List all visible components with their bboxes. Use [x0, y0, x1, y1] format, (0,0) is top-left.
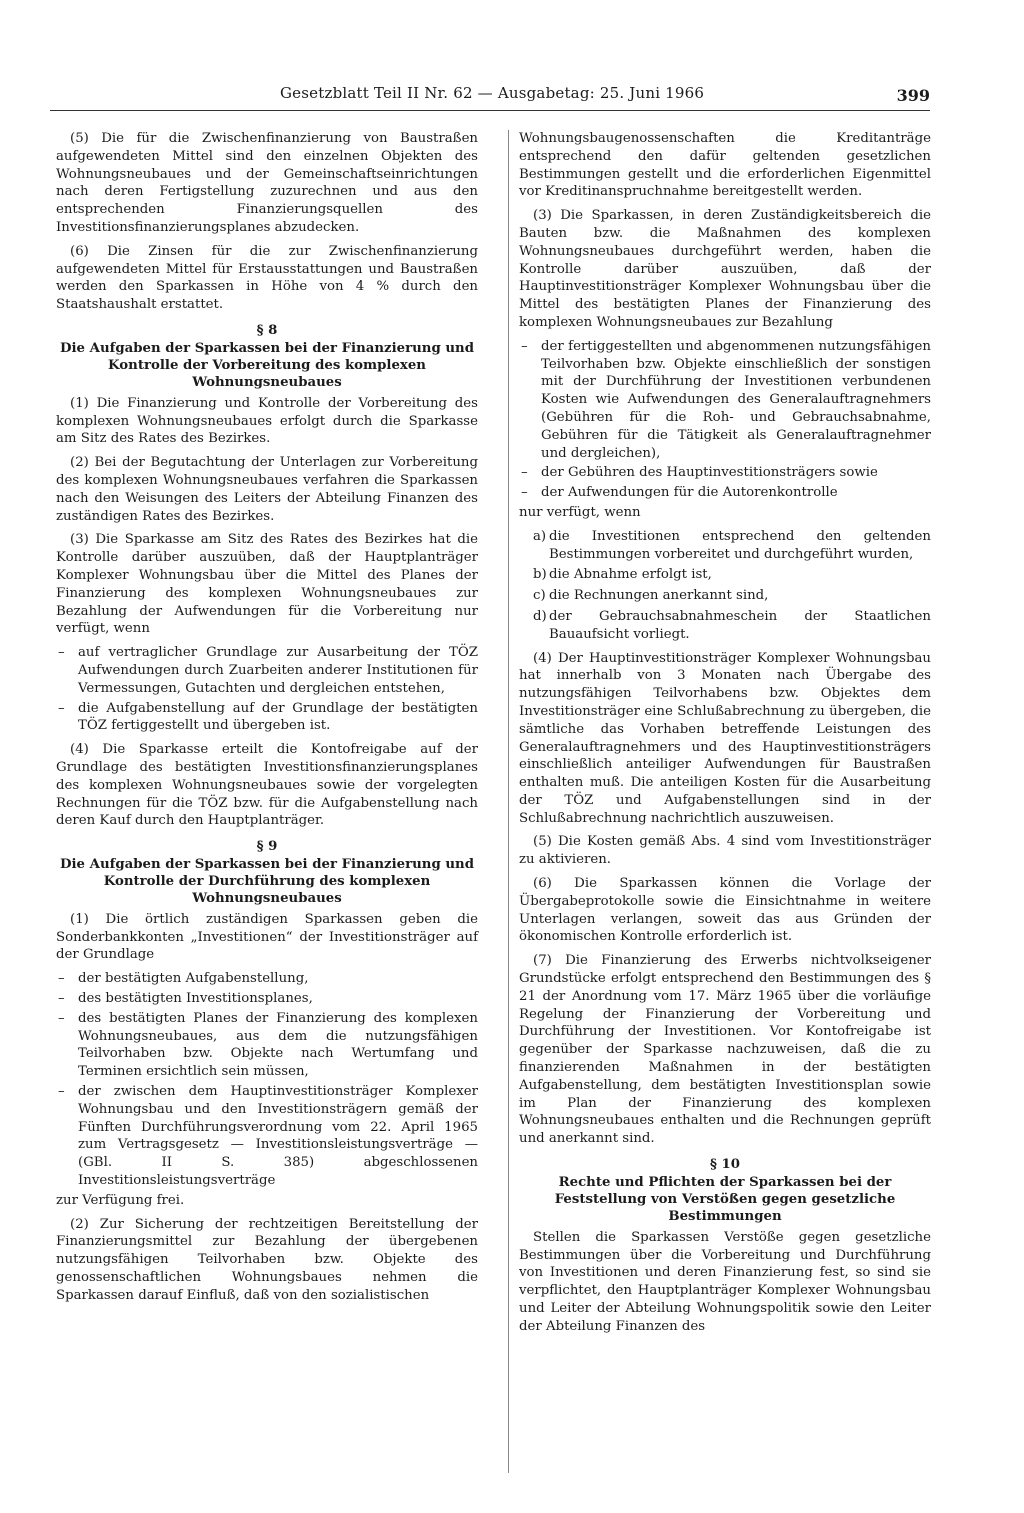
- page-number: 399: [896, 86, 930, 105]
- section-9-p3-dash-item: – der Aufwendungen für die Autorenkontrolle: [519, 484, 931, 502]
- section-9-paragraph-1-tail: zur Verfügung frei.: [56, 1192, 185, 1208]
- section-9-number: § 9: [256, 839, 278, 855]
- list-item: b) die Abnahme erfolgt ist,: [533, 567, 712, 583]
- list-item: a) die Investitionen entsprechend den geltenden Bestimmungen vorbereitet und durchgeführt wurden,: [533, 528, 931, 562]
- section-9-paragraph-4: (4) Der Hauptinvestitionsträger Komplexer Wohnungsbau hat innerhalb von 3 Monaten nach Übergabe des nutzungsfähigen Teilvorhabens bzw. Objektes dem Investitionsträger eine Schlußabrechnung zu übergeben, die sämtliche das Vorhaben betreffende Leistungen des Generalauftragnehmers und des Hauptinvestitionsträgers einschließlich anteiliger Aufwendungen für Baustraßen enthalten muß. Die anteiligen Kosten für die Ausarbeitung der TÖZ und Aufgabenstellungen sind in der Schlußabrechnung nachrichtlich auszuweisen.: [519, 650, 931, 826]
- section-8-paragraph-3: (3) Die Sparkasse am Sitz des Rates des Bezirkes hat die Kontrolle darüber auszuüben, daß der Hauptplanträger Komplexer Wohnungsbau über die Mittel des Planes der Finanzierung des komplexen Wohnungsneubaues zur Bezahlung der Aufwendungen für die Vorbereitung nur verfügt, wenn: [56, 532, 478, 637]
- list-item: c) die Rechnungen anerkannt sind,: [533, 588, 769, 604]
- paragraph-6: (6) Die Zinsen für die zur Zwischenfinanzierung aufgewendeten Mittel für Erstausstattungen und Baustraßen werden den Sparkassen in Höhe von 4 % durch den Staatshaushalt erstattet.: [56, 243, 478, 313]
- section-8-dash-item: – die Aufgabenstellung auf der Grundlage der bestätigten TÖZ fertiggestellt und übergeben ist.: [56, 700, 478, 736]
- section-8-paragraph-2: (2) Bei der Begutachtung der Unterlagen zur Vorbereitung des komplexen Wohnungsneubaues verfahren die Sparkassen nach den Weisungen des Leiters der Abteilung Finanzen des zuständigen Rates des Bezirkes.: [56, 455, 478, 524]
- section-9-paragraph-3: (3) Die Sparkassen, in deren Zuständigkeitsbereich die Bauten bzw. die Maßnahmen des komplexen Wohnungsneubaues durchgeführt werden, haben die Kontrolle darüber auszuüben, daß der Hauptinvestitionsträger Komplexer Wohnungsbau über die Mittel des bestätigten Planes der Finanzierung des komplexen Wohnungsneubaues zur Bezahlung: [519, 208, 931, 330]
- paragraph-5: (5) Die für die Zwischenfinanzierung von Baustraßen aufgewendeten Mittel sind den einzelnen Objekten des Wohnungsneubaues und der Gemeinschaftseinrichtungen nach deren Fertigstellung zuzurechnen und aus den entsprechenden Finanzierungsquellen des Investitionsfinanzierungsplanes abzudecken.: [56, 131, 478, 235]
- section-9-paragraph-5: (5) Die Kosten gemäß Abs. 4 sind vom Investitionsträger zu aktivieren.: [519, 834, 931, 868]
- section-8-dash-item: – auf vertraglicher Grundlage zur Ausarbeitung der TÖZ Aufwendungen durch Zuarbeiten anderer Institutionen für Vermessungen, Gutachten und dergleichen entstehen,: [56, 644, 478, 697]
- section-9-paragraph-1: (1) Die örtlich zuständigen Sparkassen geben die Sonderbankkonten „Investitionen“ der Investitionsträger auf der Grundlage: [56, 911, 478, 963]
- section-8-paragraph-1: (1) Die Finanzierung und Kontrolle der Vorbereitung des komplexen Wohnungsneubaues erfolgt durch die Sparkasse am Sitz des Rates des Bezirkes.: [56, 395, 478, 447]
- section-10-number: § 10: [709, 1157, 741, 1173]
- section-8-paragraph-4: (4) Die Sparkasse erteilt die Kontofreigabe auf der Grundlage des bestätigten Investitionsfinanzierungsplanes des komplexen Wohnungsneubaues sowie der vorgelegten Rechnungen für die TÖZ bzw. für die Aufgabenstellung nach deren Kauf durch den Hauptplanträger.: [56, 742, 478, 829]
- section-9-p3-dash-item: – der Gebühren des Hauptinvestitionsträgers sowie: [519, 464, 931, 482]
- section-9-paragraph-6: (6) Die Sparkassen können die Vorlage der Übergabeprotokolle sowie die Einsichtnahme in weitere Unterlagen verlangen, soweit das aus Gründen der ökonomischen Kontrolle erforderlich ist.: [519, 876, 931, 945]
- section-9-paragraph-2: (2) Zur Sicherung der rechtzeitigen Bereitstellung der Finanzierungsmittel zur Bezahlung der übergebenen nutzungsfähigen Teilvorhaben bzw. Objekte des genossenschaftlichen Wohnungsbaues nehmen die Sparkassen darauf Einfluß, daß von den sozialistischen: [56, 1216, 478, 1303]
- section-9-dash-item: – der bestätigten Aufgabenstellung,: [56, 970, 478, 988]
- section-9-p3-dash-item: – der fertiggestellten und abgenommenen nutzungsfähigen Teilvorhaben bzw. Objekte einschließlich der sonstigen mit der Durchführung der Investitionen verbundenen Kosten wie Aufwendungen des Generalauftragnehmers (Gebühren für die Roh- und Gebrauchsabnahme, Gebühren für die Tätigkeit als Generalauftragnehmer und dergleichen),: [519, 338, 931, 463]
- section-9-paragraph-2-continued: Wohnungsbaugenossenschaften die Kreditanträge entsprechend den dafür geltenden gesetzlichen Bestimmungen gestellt und die erforderlichen Eigenmittel vor Kreditinanspruchnahme bereitgestellt werden.: [519, 131, 931, 200]
- page-header: [50, 80, 930, 111]
- section-8-number: § 8: [256, 322, 278, 338]
- section-9-dash-item: – des bestätigten Planes der Finanzierung des komplexen Wohnungsneubaues, aus dem die nutzungsfähigen Teilvorhaben bzw. Objekte nach Wertumfang und Terminen ersichtlich sein müssen,: [56, 1010, 478, 1081]
- section-9-title: Die Aufgaben der Sparkassen bei der Finanzierung und Kontrolle der Durchführung des komplexen Wohnungsneubaues: [59, 856, 475, 906]
- left-column: [56, 130, 478, 1473]
- section-10-paragraph-1: Stellen die Sparkassen Verstöße gegen gesetzliche Bestimmungen über die Vorbereitung und Durchführung von Investitionen und deren Finanzierung fest, so sind sie verpflichtet, den Hauptplanträger Komplexer Wohnungsbau und Leiter der Abteilung Wohnungspolitik sowie den Leiter der Abteilung Finanzen des: [519, 1229, 931, 1334]
- section-9-paragraph-7: (7) Die Finanzierung des Erwerbs nichtvolkseigener Grundstücke erfolgt entsprechend den Bestimmungen des § 21 der Anordnung vom 17. März 1965 über die vorläufige Regelung der Finanzierung der Vorbereitung und Durchführung der Investitionen. Vor Kontofreigabe ist gegenüber der Sparkasse nachzuweisen, daß die zu finanzierenden Maßnahmen in der bestätigten Aufgabenstellung, dem bestätigten Investitionsplan sowie im Plan der Finanzierung des komplexen Wohnungsneubaues enthalten und die Rechnungen geprüft und anerkannt sind.: [519, 953, 931, 1147]
- section-9-dash-item: – der zwischen dem Hauptinvestitionsträger Komplexer Wohnungsbau und den Investitionsträgern gemäß der Fünften Durchführungsverordnung vom 22. April 1965 zum Vertragsgesetz — Investitionsleistungsverträge — (GBl. II S. 385) abgeschlossenen Investitionsleistungsverträge: [56, 1083, 478, 1190]
- right-column: [508, 130, 931, 1473]
- section-9-dash-item: – des bestätigten Investitionsplanes,: [56, 990, 478, 1008]
- header-title: Gesetzblatt Teil II Nr. 62 — Ausgabetag: 25. Juni 1966: [280, 84, 705, 102]
- list-item: d) der Gebrauchsabnahmeschein der Staatlichen Bauaufsicht vorliegt.: [533, 608, 931, 642]
- section-10-title: Rechte und Pflichten der Sparkassen bei der Feststellung von Verstößen gegen gesetzliche Bestimmungen: [554, 1174, 896, 1224]
- section-9-p3-tail: nur verfügt, wenn: [519, 504, 641, 520]
- section-8-title: Die Aufgaben der Sparkassen bei der Finanzierung und Kontrolle der Vorbereitung des komplexen Wohnungsneubaues: [59, 340, 475, 390]
